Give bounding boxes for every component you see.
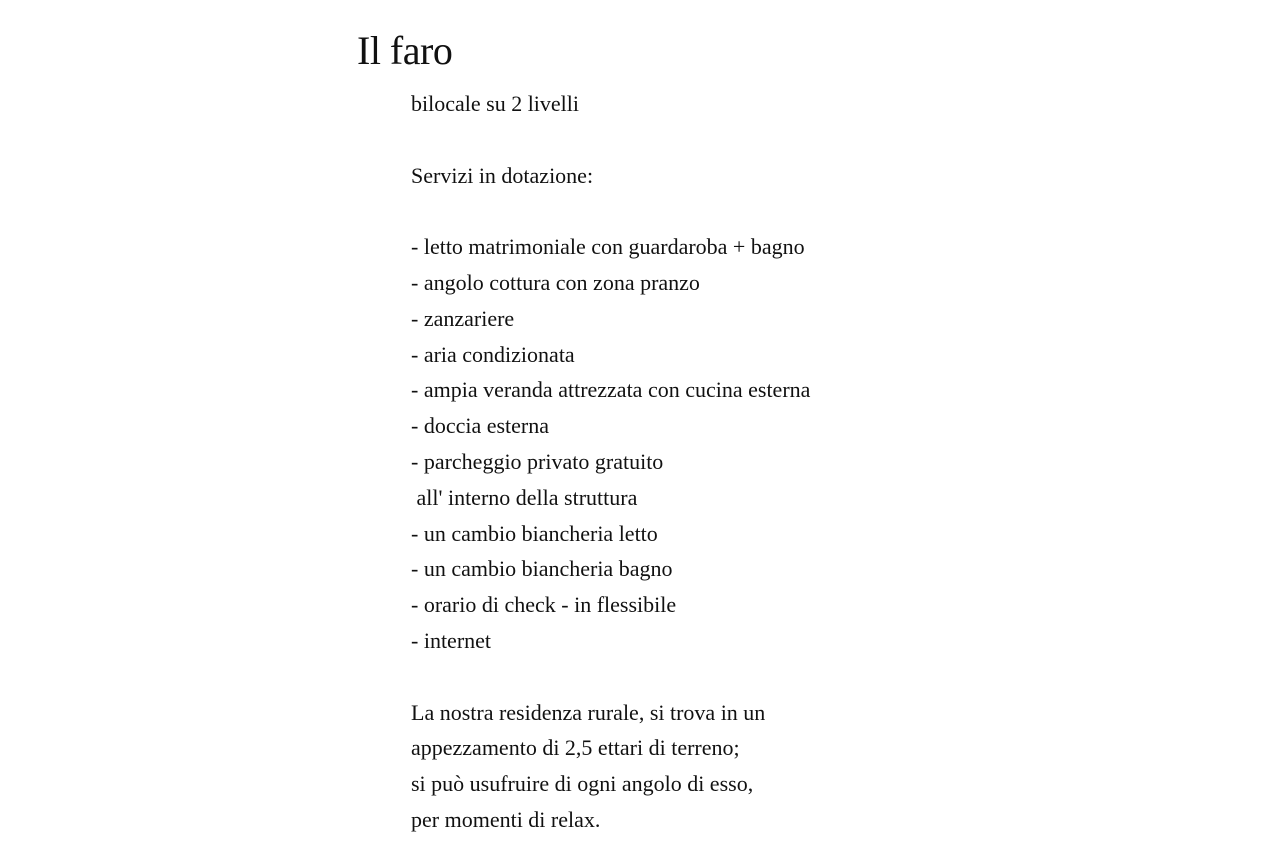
description-line: per momenti di relax. xyxy=(411,806,601,832)
service-item: - ampia veranda attrezzata con cucina esterna xyxy=(411,377,811,403)
services-heading: Servizi in dotazione: xyxy=(411,162,594,188)
spacer xyxy=(411,659,1111,695)
service-item: - orario di check - in flessibile xyxy=(411,592,677,618)
listing-page xyxy=(357,26,1157,832)
description-paragraph xyxy=(411,695,1111,838)
description-line: si può usufruire di ogni angolo di esso, xyxy=(411,771,754,797)
spacer xyxy=(411,193,1111,229)
description-line: La nostra residenza rurale, si trova in un xyxy=(411,699,766,725)
spacer xyxy=(411,122,1111,158)
service-item: - parcheggio privato gratuito xyxy=(411,448,664,474)
service-item: - letto matrimoniale con guardaroba + bagno xyxy=(411,234,805,260)
service-item: - zanzariere xyxy=(411,305,515,331)
services-list xyxy=(411,229,1111,659)
page-title: Il faro xyxy=(357,28,453,73)
listing-subtitle: bilocale su 2 livelli xyxy=(411,91,580,116)
service-item: - un cambio biancheria letto xyxy=(411,520,658,546)
service-item: - internet xyxy=(411,627,492,653)
service-item: - un cambio biancheria bagno xyxy=(411,556,673,582)
service-item: - angolo cottura con zona pranzo xyxy=(411,269,700,295)
service-item: - doccia esterna xyxy=(411,413,550,439)
description-line: appezzamento di 2,5 ettari di terreno; xyxy=(411,735,740,761)
listing-body xyxy=(411,86,1111,838)
service-item: - aria condizionata xyxy=(411,341,575,367)
service-item-continuation: all' interno della struttura xyxy=(411,484,638,510)
